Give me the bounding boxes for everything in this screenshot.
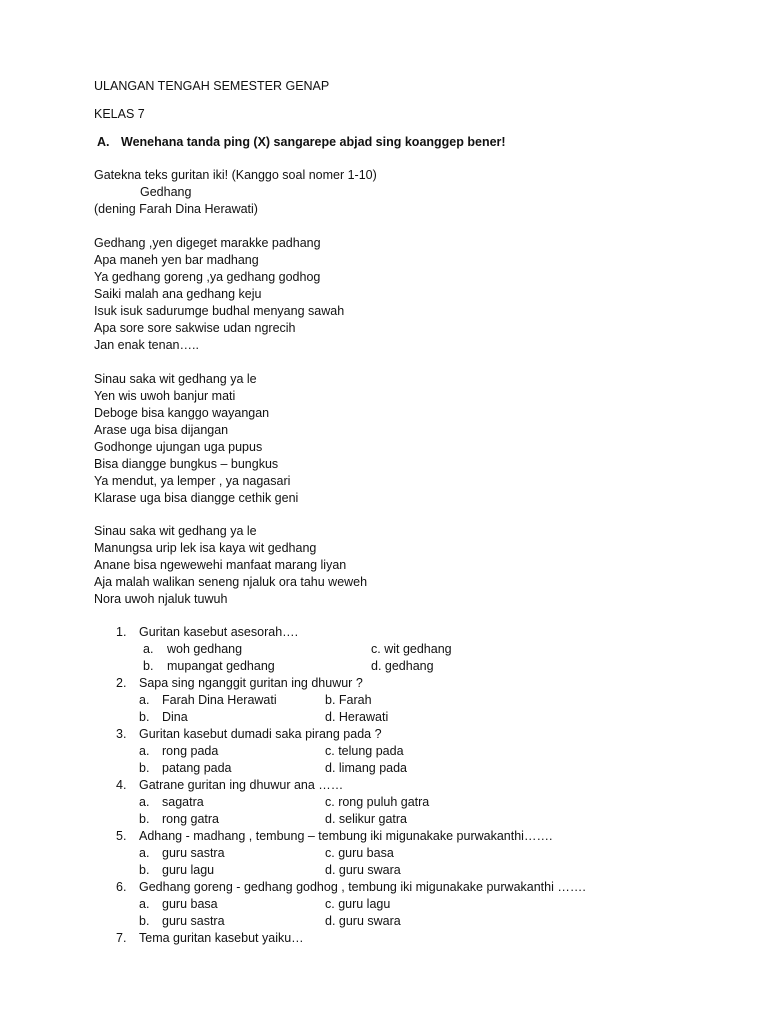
option-label-b: b. — [139, 761, 150, 775]
option-c: c. rong puluh gatra — [325, 795, 430, 809]
option-label-b: b. — [139, 914, 150, 928]
option-b: guru sastra — [162, 914, 225, 928]
option-d: d. selikur gatra — [325, 812, 407, 826]
option-d: d. guru swara — [325, 914, 401, 928]
poem-author: (dening Farah Dina Herawati) — [94, 202, 258, 216]
option-c: c. guru basa — [325, 846, 394, 860]
stanza1-line: Isuk isuk sadurumge budhal menyang sawah — [94, 304, 345, 318]
option-label-a: a. — [139, 693, 150, 707]
stanza2-line: Godhonge ujungan uga pupus — [94, 440, 263, 454]
question-text: Guritan kasebut dumadi saka pirang pada ? — [139, 727, 382, 741]
option-b: guru lagu — [162, 863, 215, 877]
stanza1-line: Apa maneh yen bar madhang — [94, 253, 259, 267]
option-label-a: a. — [143, 642, 154, 656]
option-d: d. gedhang — [371, 659, 434, 673]
exam-title: ULANGAN TENGAH SEMESTER GENAP — [94, 79, 330, 93]
stanza2-line: Yen wis uwoh banjur mati — [94, 389, 236, 403]
stanza1-line: Ya gedhang goreng ,ya gedhang godhog — [94, 270, 321, 284]
question-number: 6. — [116, 880, 127, 894]
option-label-b: b. — [139, 863, 150, 877]
intro-text: Gatekna teks guritan iki! (Kanggo soal nomer 1-10) — [94, 168, 377, 182]
option-b: rong gatra — [162, 812, 219, 826]
option-d: d. limang pada — [325, 761, 408, 775]
stanza2-line: Sinau saka wit gedhang ya le — [94, 372, 257, 386]
stanza2-line: Arase uga bisa dijangan — [94, 423, 229, 437]
option-a: Farah Dina Herawati — [162, 693, 277, 707]
stanza3-line: Aja malah walikan seneng njaluk ora tahu weweh — [94, 575, 368, 589]
option-d: d. guru swara — [325, 863, 401, 877]
class-label: KELAS 7 — [94, 107, 145, 121]
question-number: 4. — [116, 778, 127, 792]
question-number: 5. — [116, 829, 127, 843]
question-number: 7. — [116, 931, 127, 945]
option-c: c. guru lagu — [325, 897, 391, 911]
option-label-a: a. — [139, 795, 150, 809]
option-label-b: b. — [139, 812, 150, 826]
option-label-b: b. — [143, 659, 154, 673]
section-letter: A. — [97, 135, 110, 149]
stanza1-line: Gedhang ,yen digeget marakke padhang — [94, 236, 321, 250]
option-label-a: a. — [139, 744, 150, 758]
question-number: 3. — [116, 727, 127, 741]
stanza2-line: Deboge bisa kanggo wayangan — [94, 406, 270, 420]
stanza3-line: Anane bisa ngewewehi manfaat marang liyan — [94, 558, 347, 572]
stanza2-line: Klarase uga bisa diangge cethik geni — [94, 491, 299, 505]
question-number: 2. — [116, 676, 127, 690]
option-d: d. Herawati — [325, 710, 389, 724]
option-label-b: b. — [139, 710, 150, 724]
question-text: Gatrane guritan ing dhuwur ana …… — [139, 778, 344, 792]
option-a: guru basa — [162, 897, 218, 911]
option-c: b. Farah — [325, 693, 372, 707]
question-text: Guritan kasebut asesorah…. — [139, 625, 299, 639]
option-a: rong pada — [162, 744, 219, 758]
stanza3-line: Nora uwoh njaluk tuwuh — [94, 592, 228, 606]
option-c: c. telung pada — [325, 744, 404, 758]
question-text: Sapa sing nganggit guritan ing dhuwur ? — [139, 676, 363, 690]
stanza2-line: Bisa diangge bungkus – bungkus — [94, 457, 279, 471]
option-b: mupangat gedhang — [167, 659, 275, 673]
stanza3-line: Manungsa urip lek isa kaya wit gedhang — [94, 541, 317, 555]
question-text: Adhang - madhang , tembung – tembung iki migunakake purwakanthi……. — [139, 829, 553, 843]
stanza1-line: Saiki malah ana gedhang keju — [94, 287, 262, 301]
question-text: Tema guritan kasebut yaiku… — [139, 931, 304, 945]
option-label-a: a. — [139, 897, 150, 911]
option-c: c. wit gedhang — [371, 642, 452, 656]
option-label-a: a. — [139, 846, 150, 860]
section-instruction: Wenehana tanda ping (X) sangarepe abjad sing koanggep bener! — [121, 135, 506, 149]
option-b: Dina — [162, 710, 188, 724]
poem-title: Gedhang — [140, 185, 192, 199]
option-b: patang pada — [162, 761, 232, 775]
question-number: 1. — [116, 625, 127, 639]
question-text: Gedhang goreng - gedhang godhog , tembung iki migunakake purwakanthi ……. — [139, 880, 586, 894]
stanza1-line: Apa sore sore sakwise udan ngrecih — [94, 321, 296, 335]
stanza2-line: Ya mendut, ya lemper , ya nagasari — [94, 474, 291, 488]
stanza3-line: Sinau saka wit gedhang ya le — [94, 524, 257, 538]
option-a: woh gedhang — [167, 642, 243, 656]
stanza1-line: Jan enak tenan….. — [94, 338, 199, 352]
option-a: sagatra — [162, 795, 204, 809]
option-a: guru sastra — [162, 846, 225, 860]
